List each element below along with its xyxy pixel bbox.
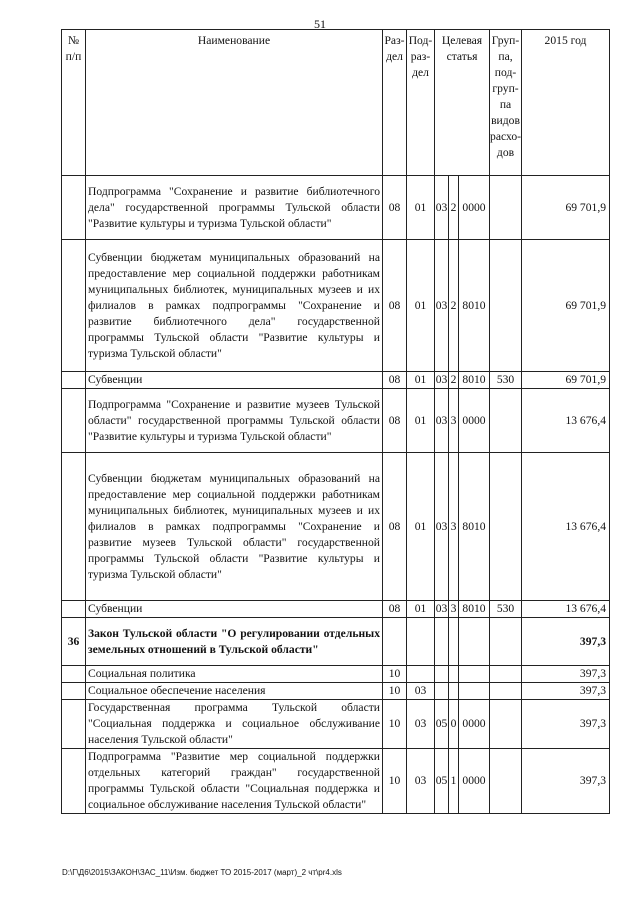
row-expense-group <box>490 240 522 372</box>
row-name: Подпрограмма "Сохранение и развитие музеев Тульской области" государственной программы Тульской области "Развитие культуры и туризма Тульской области" <box>86 389 383 453</box>
row-amount: 397,3 <box>522 700 610 749</box>
row-target-code <box>459 666 490 683</box>
row-number <box>62 700 86 749</box>
table-row <box>62 372 610 389</box>
row-target-subprogram: 1 <box>449 749 459 814</box>
row-number: 36 <box>62 618 86 666</box>
row-target-subprogram: 0 <box>449 700 459 749</box>
row-amount: 69 701,9 <box>522 176 610 240</box>
row-amount: 397,3 <box>522 749 610 814</box>
row-razdel: 08 <box>383 240 407 372</box>
row-razdel: 08 <box>383 176 407 240</box>
row-target-code: 8010 <box>459 240 490 372</box>
row-razdel: 10 <box>383 700 407 749</box>
row-number <box>62 389 86 453</box>
row-target-program: 03 <box>435 601 449 618</box>
row-number <box>62 176 86 240</box>
row-name: Социальное обеспечение населения <box>86 683 383 700</box>
row-target-code: 0000 <box>459 389 490 453</box>
table-row <box>62 389 610 453</box>
row-target-subprogram <box>449 666 459 683</box>
table-row <box>62 749 610 814</box>
row-target-program: 05 <box>435 749 449 814</box>
row-razdel: 08 <box>383 601 407 618</box>
row-expense-group: 530 <box>490 372 522 389</box>
row-target-subprogram: 3 <box>449 453 459 601</box>
table-row <box>62 618 610 666</box>
table-row <box>62 700 610 749</box>
row-target-code: 8010 <box>459 601 490 618</box>
header-razdel: Раз-дел <box>383 30 407 176</box>
row-number <box>62 372 86 389</box>
row-podrazdel <box>407 618 435 666</box>
row-amount: 397,3 <box>522 683 610 700</box>
row-expense-group <box>490 683 522 700</box>
row-name: Субвенции бюджетам муниципальных образований на предоставление мер социальной поддержки работникам муниципальных библиотек, муниципальных музеев и их филиалов в рамках подпрограммы "Сохранение и развитие музеев Тульской области" государственной программы Тульской области "Развитие культуры и туризма Тульской области" <box>86 453 383 601</box>
row-expense-group <box>490 389 522 453</box>
row-target-subprogram <box>449 618 459 666</box>
header-group: Груп-па, под-груп-па видов расхо-дов <box>490 30 522 176</box>
row-target-code: 0000 <box>459 749 490 814</box>
row-podrazdel: 01 <box>407 240 435 372</box>
row-target-subprogram <box>449 683 459 700</box>
row-expense-group <box>490 176 522 240</box>
row-target-program: 03 <box>435 176 449 240</box>
table-row <box>62 601 610 618</box>
row-amount: 69 701,9 <box>522 240 610 372</box>
row-target-program: 05 <box>435 700 449 749</box>
row-expense-group <box>490 453 522 601</box>
row-target-program: 03 <box>435 240 449 372</box>
row-name: Субвенции <box>86 601 383 618</box>
row-razdel: 08 <box>383 389 407 453</box>
row-razdel <box>383 618 407 666</box>
row-target-subprogram: 2 <box>449 240 459 372</box>
row-target-program <box>435 683 449 700</box>
row-target-program: 03 <box>435 389 449 453</box>
row-podrazdel: 01 <box>407 453 435 601</box>
row-name: Закон Тульской области "О регулировании отдельных земельных отношений в Тульской области" <box>86 618 383 666</box>
row-target-code <box>459 618 490 666</box>
row-name: Государственная программа Тульской области "Социальная поддержка и социальное обслуживание населения Тульской области" <box>86 700 383 749</box>
row-target-program <box>435 666 449 683</box>
row-amount: 13 676,4 <box>522 601 610 618</box>
budget-table <box>61 29 610 814</box>
row-number <box>62 749 86 814</box>
row-number <box>62 666 86 683</box>
row-amount: 13 676,4 <box>522 453 610 601</box>
header-year: 2015 год <box>522 30 610 176</box>
row-podrazdel: 03 <box>407 683 435 700</box>
row-expense-group: 530 <box>490 601 522 618</box>
row-number <box>62 240 86 372</box>
header-no: № п/п <box>62 30 86 176</box>
row-razdel: 10 <box>383 749 407 814</box>
row-amount: 397,3 <box>522 666 610 683</box>
table-row <box>62 240 610 372</box>
row-target-subprogram: 2 <box>449 176 459 240</box>
row-target-code: 8010 <box>459 372 490 389</box>
table-row <box>62 666 610 683</box>
row-name: Подпрограмма "Сохранение и развитие библиотечного дела" государственной программы Тульской области "Развитие культуры и туризма Тульской области" <box>86 176 383 240</box>
row-razdel: 10 <box>383 683 407 700</box>
row-podrazdel: 03 <box>407 749 435 814</box>
table-row <box>62 176 610 240</box>
header-podrazdel: Под-раз-дел <box>407 30 435 176</box>
row-number <box>62 683 86 700</box>
row-razdel: 10 <box>383 666 407 683</box>
row-name: Субвенции <box>86 372 383 389</box>
header-target: Целевая статья <box>435 30 490 176</box>
table-row <box>62 453 610 601</box>
row-razdel: 08 <box>383 453 407 601</box>
row-name: Социальная политика <box>86 666 383 683</box>
row-expense-group <box>490 700 522 749</box>
row-podrazdel: 01 <box>407 372 435 389</box>
row-target-subprogram: 2 <box>449 372 459 389</box>
row-expense-group <box>490 618 522 666</box>
row-amount: 69 701,9 <box>522 372 610 389</box>
row-razdel: 08 <box>383 372 407 389</box>
row-podrazdel: 01 <box>407 389 435 453</box>
row-podrazdel: 03 <box>407 700 435 749</box>
row-target-subprogram: 3 <box>449 601 459 618</box>
row-podrazdel: 01 <box>407 176 435 240</box>
row-name: Субвенции бюджетам муниципальных образований на предоставление мер социальной поддержки работникам муниципальных библиотек, муниципальных музеев и их филиалов в рамках подпрограммы "Сохранение и развитие библиотечного дела" государственной программы Тульской области "Развитие культуры и туризма Тульской области" <box>86 240 383 372</box>
row-target-code <box>459 683 490 700</box>
row-amount: 397,3 <box>522 618 610 666</box>
table-row <box>62 683 610 700</box>
page-number: 51 <box>314 17 326 31</box>
row-amount: 13 676,4 <box>522 389 610 453</box>
file-path-footer: D:\Г\Д6\2015\ЗАКОН\ЗАС_11\Изм. бюджет ТО 2015-2017 (март)_2 чт\pr4.xls <box>62 868 342 877</box>
table-header-row <box>62 30 610 176</box>
row-target-code: 8010 <box>459 453 490 601</box>
header-name: Наименование <box>86 30 383 176</box>
row-number <box>62 601 86 618</box>
row-target-code: 0000 <box>459 176 490 240</box>
row-podrazdel <box>407 666 435 683</box>
row-target-program: 03 <box>435 453 449 601</box>
row-expense-group <box>490 749 522 814</box>
row-target-program: 03 <box>435 372 449 389</box>
row-target-program <box>435 618 449 666</box>
row-name: Подпрограмма "Развитие мер социальной поддержки отдельных категорий граждан" государственной программы Тульской области "Социальная поддержка и социальное обслуживание населения Тульской области" <box>86 749 383 814</box>
row-target-subprogram: 3 <box>449 389 459 453</box>
row-podrazdel: 01 <box>407 601 435 618</box>
row-target-code: 0000 <box>459 700 490 749</box>
row-number <box>62 453 86 601</box>
row-expense-group <box>490 666 522 683</box>
